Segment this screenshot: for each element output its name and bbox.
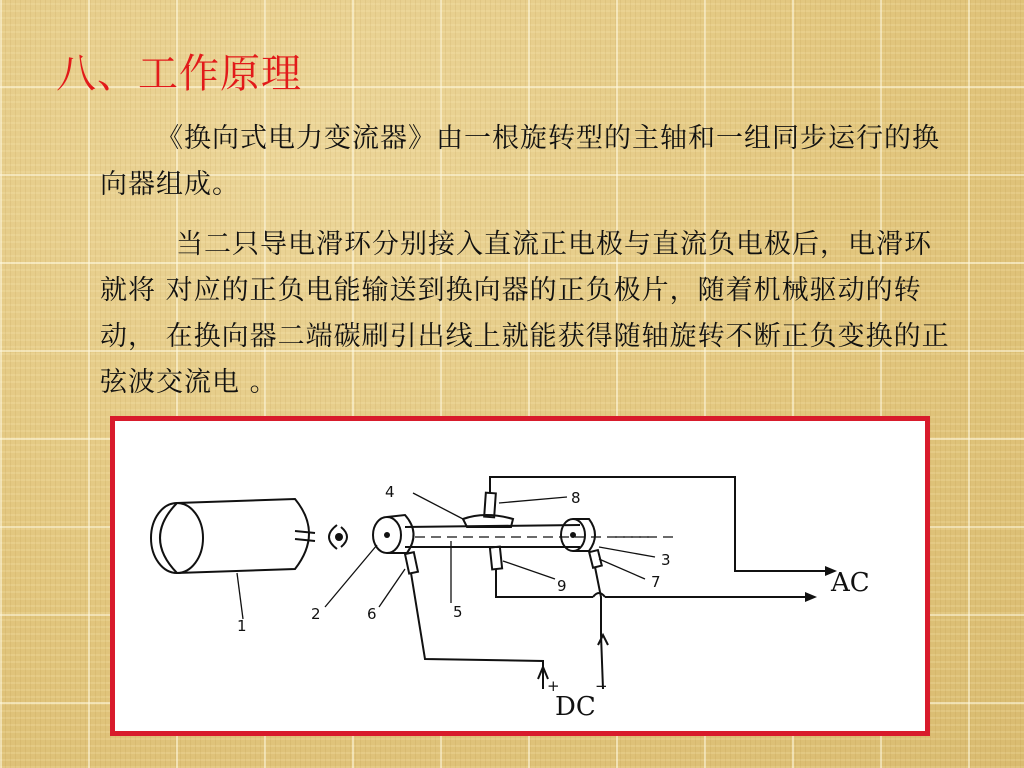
label-ac: AC — [831, 568, 870, 598]
shaft-drawing — [405, 525, 675, 547]
paragraph-intro: 《换向式电力变流器》由一根旋转型的主轴和一组同步运行的换向器组成。 — [100, 123, 940, 200]
label-part-9: 9 — [557, 577, 567, 595]
coupling-drawing — [329, 525, 347, 549]
motor-drawing — [151, 499, 315, 573]
leader-lines — [237, 493, 655, 619]
commutator-drawing — [463, 493, 513, 570]
commutator-diagram — [110, 416, 930, 736]
label-part-7: 7 — [651, 573, 661, 591]
label-part-2: 2 — [311, 605, 321, 623]
dc-wires-drawing — [411, 567, 608, 689]
commutator-diagram-drawing — [115, 421, 925, 731]
label-part-3: 3 — [661, 551, 671, 569]
label-part-5: 5 — [453, 603, 463, 621]
label-minus: − — [595, 677, 608, 695]
label-dc: DC — [555, 692, 596, 722]
label-part-6: 6 — [367, 605, 377, 623]
label-part-8: 8 — [571, 489, 581, 507]
ac-wires-drawing — [490, 477, 837, 602]
brush-6-drawing — [405, 552, 418, 573]
label-part-1: 1 — [237, 617, 247, 635]
label-plus: + — [547, 677, 560, 695]
label-part-4: 4 — [385, 483, 395, 501]
paragraph-principle: 当二只导电滑环分别接入直流正电极与直流负电极后，电滑环就将 对应的正负电能输送到换向器的正负极片，随着机械驱动的转动， 在换向器二端碳刷引出线上就能获得随轴旋转不断正负变换的正弦波交流电 。 — [100, 229, 950, 398]
slide-title: 八、工作原理 — [56, 51, 302, 97]
